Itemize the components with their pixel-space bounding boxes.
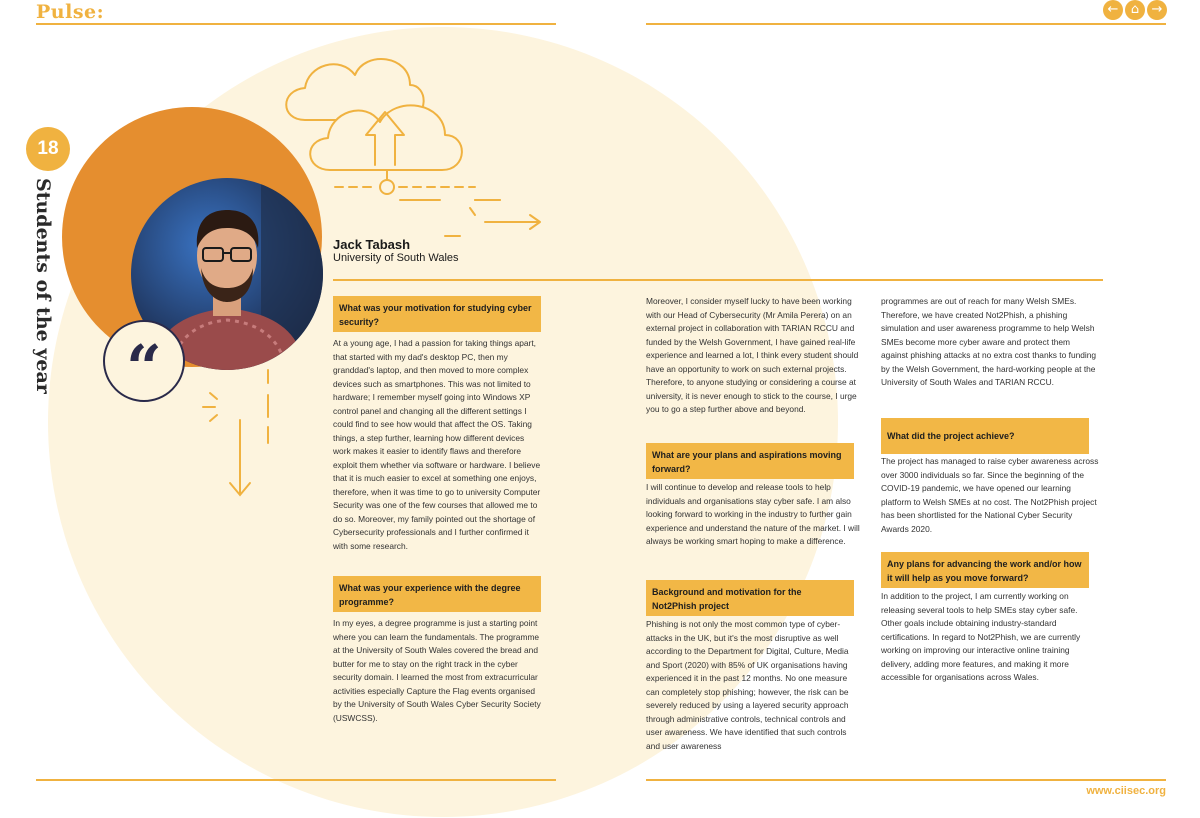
question-plans: What are your plans and aspirations moving forward?: [646, 443, 854, 479]
pulse-logo: Pulse:: [36, 1, 105, 23]
quote-mark-icon: “: [126, 331, 162, 404]
answer-achievement: The project has managed to raise cyber awareness across over 3000 individuals so far. Since the beginning of the COVID-19 pandemic, we have opened our learning platform to Welsh SMEs at no cost. The Not2Phish project has been shortlisted for the National Cyber Security Awards 2020.: [881, 456, 1099, 534]
answer-degree-experience: In my eyes, a degree programme is just a starting point where you can learn the fundamentals. The programme at the University of South Wales covered the bread and butter for me to stay on the right track in the cyber security domain. I learned the most from extracurricular activities especially Capture the Flag events organised by the University of South Wales Cyber Security Society (USWCSS).: [333, 618, 541, 723]
column2-intro: Moreover, I consider myself lucky to have been working with our Head of Cybersecurity (Mr Amila Perera) on an external project in collaboration with TARIAN RCCU and funded by the Welsh Government, I have gained real-life experience and learned a lot, I think every student should have an opportunity to work on such external projects. Therefore, to anyone studying or considering a course at university, it is never enough to stick to the course, I urge you to go a step further above and beyond.: [646, 296, 859, 414]
answer-plans: I will continue to develop and release tools to help individuals and organisations stay cyber safe. I am also looking forward to working in the industry to further gain experience and understand the nature of the market. I will always be working smart hoping to make a difference.: [646, 482, 860, 546]
home-button[interactable]: ⌂: [1125, 0, 1145, 20]
answer-future-plans: In addition to the project, I am currently working on releasing several tools to help SMEs stay cyber safe. Other goals include obtaining industry-standard certifications. In regard to Not2Phish, we are currently working on improving our interactive online training delivery, adding more features, and making it more accessible for organisations across Wales.: [881, 591, 1081, 682]
question-future-plans: Any plans for advancing the work and/or how it will help as you move forward?: [881, 552, 1089, 588]
next-page-button[interactable]: →: [1147, 0, 1167, 20]
content-rule: [333, 279, 1103, 281]
student-university: University of South Wales: [333, 252, 459, 264]
footer-rule-right: [646, 779, 1166, 781]
question-achievement: What did the project achieve?: [881, 418, 1089, 454]
quote-badge: [103, 320, 185, 402]
answer-motivation: At a young age, I had a passion for taking things apart, that started with my dad's desktop PC, then my granddad's laptop, and then moved to more complex devices such as smartphones. This was not limited to hardware; I remember myself going into Windows XP control panel and changing all the different settings I could find to see how would that affect the OS. Taking things, a step further, learning how different devices work makes it easier to identify flaws and therefore exploit them whether via software or hardware. I believe that it is much easier to excel at something one enjoys, therefore, when it was time to go to university Computer Security was one of the few courses that allowed me to do so. Moreover, my family pointed out the shortage of Cybersecurity professionals and I further confirmed it with some research.: [333, 338, 541, 551]
footer-rule-left: [36, 779, 556, 781]
footer-url[interactable]: www.ciisec.org: [1086, 785, 1166, 797]
down-arrow-decoration: [195, 365, 275, 500]
question-motivation: What was your motivation for studying cyber security?: [333, 296, 541, 332]
page-number: 18: [26, 127, 70, 171]
header-rule-right: [646, 23, 1166, 25]
header-rule-left: [36, 23, 556, 25]
question-degree-experience: What was your experience with the degree programme?: [333, 576, 541, 612]
column3-intro: programmes are out of reach for many Welsh SMEs. Therefore, we have created Not2Phish, a phishing simulation and user awareness programme to help Welsh SMEs become more cyber aware and protect them against phishing attacks at no extra cost thanks to funding by the Welsh Government, the hard-working people at the University of South Wales and TARIAN RCCU.: [881, 296, 1097, 387]
question-background: Background and motivation for the Not2Phish project: [646, 580, 854, 616]
section-title: Students of the year: [32, 178, 54, 394]
student-name: Jack Tabash: [333, 237, 411, 252]
previous-page-button[interactable]: ←: [1103, 0, 1123, 20]
answer-background: Phishing is not only the most common type of cyber-attacks in the UK, but it's the most disruptive as well according to the Department for Digital, Culture, Media and Sport (2020) with 85% of UK organisations having experienced it in the past 12 months. No one measure can completely stop phishing; however, the risk can be severely reduced by using a layered security approach through administrative controls, technical controls and user awareness. We have identified that such controls and user awareness: [646, 619, 849, 751]
